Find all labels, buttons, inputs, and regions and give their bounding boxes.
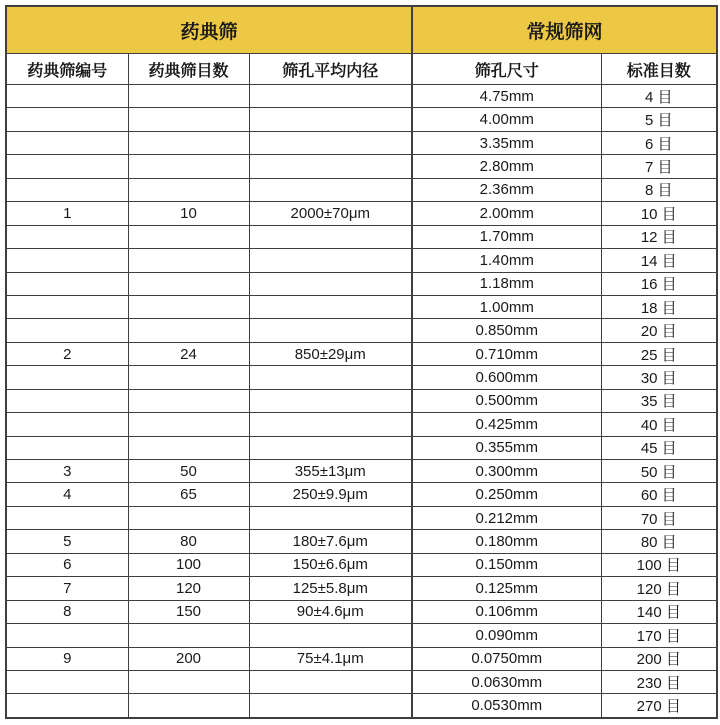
table-cell: 3 (6, 460, 128, 483)
table-cell: 50 (128, 460, 249, 483)
table-cell: 125±5.8μm (249, 577, 412, 600)
table-cell: 170 目 (601, 624, 717, 647)
table-cell: 80 (128, 530, 249, 553)
table-cell: 0.355mm (412, 436, 601, 459)
table-cell (249, 694, 412, 718)
table-cell: 2000±70μm (249, 202, 412, 225)
table-cell (249, 389, 412, 412)
table-row (6, 506, 717, 529)
table-cell (128, 319, 249, 342)
table-cell (249, 366, 412, 389)
table-cell (6, 108, 128, 131)
table-cell: 4.75mm (412, 85, 601, 108)
table-cell (249, 670, 412, 693)
table-cell: 8 目 (601, 178, 717, 201)
table-cell: 40 目 (601, 413, 717, 436)
table-row (6, 413, 717, 436)
table-cell: 0.180mm (412, 530, 601, 553)
table-cell (249, 506, 412, 529)
column-header-average-aperture: 筛孔平均内径 (249, 54, 412, 85)
table-row (6, 670, 717, 693)
table-cell (6, 272, 128, 295)
table-cell (128, 249, 249, 272)
table-cell: 10 (128, 202, 249, 225)
table-cell: 100 目 (601, 553, 717, 576)
table-row (6, 647, 717, 670)
table-cell (6, 506, 128, 529)
column-header-row (6, 54, 717, 85)
table-cell: 1.70mm (412, 225, 601, 248)
table-row (6, 202, 717, 225)
table-cell (249, 319, 412, 342)
table-cell: 140 目 (601, 600, 717, 623)
table-row (6, 178, 717, 201)
table-cell (6, 295, 128, 318)
table-row (6, 295, 717, 318)
table-cell (128, 295, 249, 318)
table-cell (6, 366, 128, 389)
table-cell: 3.35mm (412, 131, 601, 154)
table-body (6, 85, 717, 719)
table-cell (6, 670, 128, 693)
table-cell: 12 目 (601, 225, 717, 248)
table-cell (249, 249, 412, 272)
table-cell: 8 (6, 600, 128, 623)
table-cell (249, 225, 412, 248)
table-cell: 4 目 (601, 85, 717, 108)
table-cell (6, 413, 128, 436)
table-cell: 16 目 (601, 272, 717, 295)
table-cell: 250±9.9μm (249, 483, 412, 506)
table-cell (128, 108, 249, 131)
table-cell (249, 155, 412, 178)
table-cell (6, 178, 128, 201)
table-cell: 0.150mm (412, 553, 601, 576)
table-cell (128, 694, 249, 718)
section-header-standard-sieve-mesh: 常规筛网 (412, 6, 717, 54)
table-cell (6, 225, 128, 248)
table-cell (249, 272, 412, 295)
table-cell (6, 694, 128, 718)
table-cell (128, 131, 249, 154)
table-cell (128, 413, 249, 436)
table-cell: 65 (128, 483, 249, 506)
table-row (6, 483, 717, 506)
table-cell: 150 (128, 600, 249, 623)
table-cell: 1.00mm (412, 295, 601, 318)
table-row (6, 319, 717, 342)
table-cell: 1.18mm (412, 272, 601, 295)
table-cell (249, 131, 412, 154)
table-cell: 2.80mm (412, 155, 601, 178)
table-cell: 0.425mm (412, 413, 601, 436)
table-header (6, 6, 717, 85)
table-cell (128, 85, 249, 108)
table-cell: 0.710mm (412, 342, 601, 365)
table-cell (128, 506, 249, 529)
table-cell: 70 目 (601, 506, 717, 529)
table-cell: 270 目 (601, 694, 717, 718)
column-header-sieve-mesh-count: 药典筛目数 (128, 54, 249, 85)
table-cell (6, 436, 128, 459)
table-cell: 0.500mm (412, 389, 601, 412)
table-cell: 0.250mm (412, 483, 601, 506)
table-cell: 0.0530mm (412, 694, 601, 718)
table-cell: 100 (128, 553, 249, 576)
table-cell: 5 目 (601, 108, 717, 131)
table-row (6, 553, 717, 576)
table-cell: 120 目 (601, 577, 717, 600)
column-header-sieve-number: 药典筛编号 (6, 54, 128, 85)
table-row (6, 225, 717, 248)
table-cell: 200 目 (601, 647, 717, 670)
table-cell: 4.00mm (412, 108, 601, 131)
table-cell: 50 目 (601, 460, 717, 483)
table-cell: 20 目 (601, 319, 717, 342)
table-cell (128, 670, 249, 693)
table-cell: 0.0750mm (412, 647, 601, 670)
table-row (6, 366, 717, 389)
table-row (6, 624, 717, 647)
table-cell: 9 (6, 647, 128, 670)
table-cell (6, 155, 128, 178)
table-cell: 0.125mm (412, 577, 601, 600)
table-cell: 75±4.1μm (249, 647, 412, 670)
table-cell: 7 目 (601, 155, 717, 178)
table-cell: 0.850mm (412, 319, 601, 342)
table-cell: 1 (6, 202, 128, 225)
table-cell: 230 目 (601, 670, 717, 693)
table-cell: 7 (6, 577, 128, 600)
table-cell: 4 (6, 483, 128, 506)
table-cell (249, 624, 412, 647)
column-header-standard-mesh: 标准目数 (601, 54, 717, 85)
table-cell: 2.36mm (412, 178, 601, 201)
table-cell: 14 目 (601, 249, 717, 272)
table-row (6, 600, 717, 623)
table-cell (6, 319, 128, 342)
table-cell (6, 85, 128, 108)
table-row (6, 272, 717, 295)
table-cell: 0.212mm (412, 506, 601, 529)
table-row (6, 155, 717, 178)
sieve-comparison-table (5, 5, 718, 719)
table-row (6, 342, 717, 365)
section-header-row (6, 6, 717, 54)
table-cell: 120 (128, 577, 249, 600)
section-header-pharmacopoeia-sieve: 药典筛 (6, 6, 412, 54)
table-cell: 2 (6, 342, 128, 365)
table-cell (6, 389, 128, 412)
table-cell: 10 目 (601, 202, 717, 225)
table-cell: 35 目 (601, 389, 717, 412)
table-cell: 25 目 (601, 342, 717, 365)
table-cell (128, 225, 249, 248)
table-cell (128, 389, 249, 412)
table-row (6, 436, 717, 459)
table-cell (128, 624, 249, 647)
table-row (6, 577, 717, 600)
table-row (6, 389, 717, 412)
table-cell: 150±6.6μm (249, 553, 412, 576)
table-cell: 24 (128, 342, 249, 365)
table-cell: 90±4.6μm (249, 600, 412, 623)
table-row (6, 108, 717, 131)
table-cell (128, 178, 249, 201)
table-cell: 0.106mm (412, 600, 601, 623)
table-cell (6, 249, 128, 272)
table-cell: 5 (6, 530, 128, 553)
table-cell (128, 366, 249, 389)
table-cell (6, 131, 128, 154)
table-cell: 1.40mm (412, 249, 601, 272)
table-cell: 45 目 (601, 436, 717, 459)
table-cell (6, 624, 128, 647)
table-cell: 0.600mm (412, 366, 601, 389)
table-row (6, 85, 717, 108)
table-cell: 18 目 (601, 295, 717, 318)
table-cell: 80 目 (601, 530, 717, 553)
table-cell: 60 目 (601, 483, 717, 506)
table-cell: 200 (128, 647, 249, 670)
table-row (6, 530, 717, 553)
table-cell (249, 108, 412, 131)
table-cell: 180±7.6μm (249, 530, 412, 553)
table-cell: 6 目 (601, 131, 717, 154)
table-row (6, 249, 717, 272)
table-cell (249, 413, 412, 436)
table-cell: 2.00mm (412, 202, 601, 225)
table-cell: 0.0630mm (412, 670, 601, 693)
table-cell (249, 295, 412, 318)
table-cell (249, 178, 412, 201)
table-cell (249, 85, 412, 108)
column-header-aperture-size: 筛孔尺寸 (412, 54, 601, 85)
table-row (6, 131, 717, 154)
table-cell: 355±13μm (249, 460, 412, 483)
table-cell: 0.300mm (412, 460, 601, 483)
table-cell: 6 (6, 553, 128, 576)
table-cell: 30 目 (601, 366, 717, 389)
table-cell (249, 436, 412, 459)
table-cell (128, 436, 249, 459)
table-cell: 0.090mm (412, 624, 601, 647)
table-cell: 850±29μm (249, 342, 412, 365)
table-cell (128, 272, 249, 295)
table-row (6, 694, 717, 718)
table-row (6, 460, 717, 483)
table-cell (128, 155, 249, 178)
